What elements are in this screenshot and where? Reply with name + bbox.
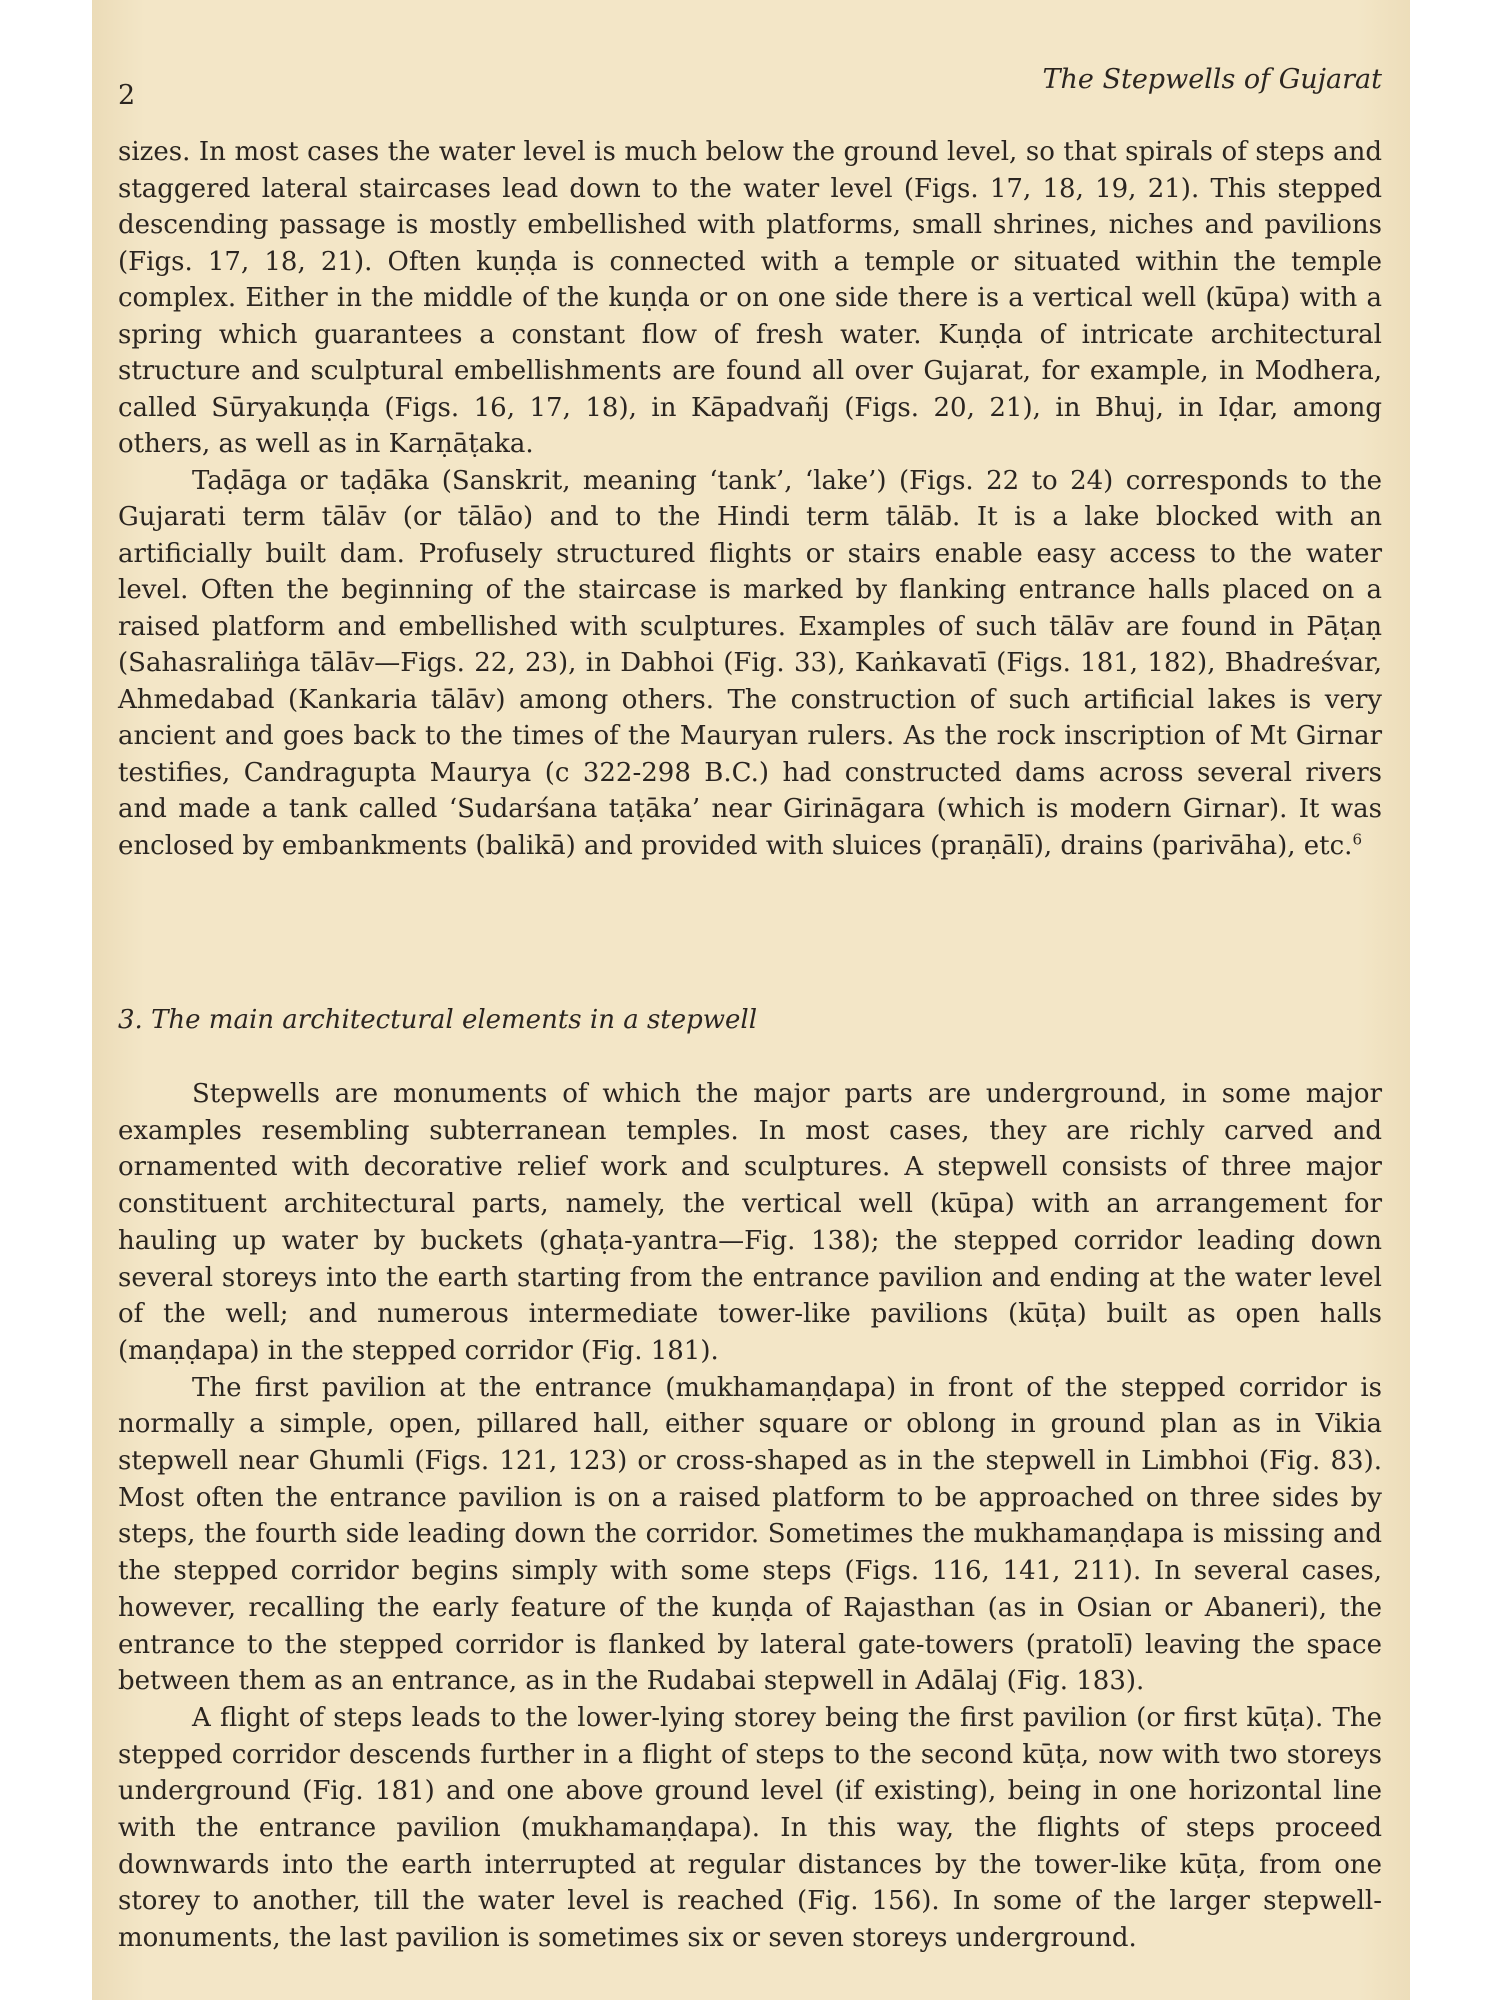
- section-text-block: [118, 1076, 1382, 1957]
- paragraph-kunda: sizes. In most cases the water level is much below the ground level, so that spirals of steps and staggered lateral staircases lead down to the water level (Figs. 17, 18, 19, 21). This stepped descending passage is mostly embellished with platforms, small shrines, niches and pavilions (Figs. 17, 18, 21). Often kuṇḍa is connected with a temple or situated within the temple complex. Either in the middle of the kuṇḍa or on one side there is a vertical well (kūpa) with a spring which guarantees a constant flow of fresh water. Kuṇḍa of intricate architectural structure and sculptural embellishments are found all over Gujarat, for example, in Modhera, called Sūryakuṇḍa (Figs. 16, 17, 18), in Kāpadvañj (Figs. 20, 21), in Bhuj, in Iḍar, among others, as well as in Karṇāṭaka.: [118, 137, 1382, 459]
- paragraph-tadaga: [118, 463, 1382, 865]
- page-number: 2: [118, 80, 136, 111]
- paragraph-tadaga-text: Taḍāga or taḍāka (Sanskrit, meaning ‘tank’, ‘lake’) (Figs. 22 to 24) corresponds to the Gujarati term tālāv (or tālāo) and to the Hindi term tālāb. It is a lake blocked with an artificially built dam. Profusely structured flights or stairs enable easy access to the water level. Often the beginning of the staircase is marked by flanking entrance halls placed on a raised platform and embellished with sculptures. Examples of such tālāv are found in Pāṭaṇ (Sahasraliṅga tālāv—Figs. 22, 23), in Dabhoi (Fig. 33), Kaṅkavatī (Figs. 181, 182), Bhadreśvar, Ahmedabad (Kankaria tālāv) among others. The construction of such artificial lakes is very ancient and goes back to the times of the Mauryan rulers. As the rock inscription of Mt Girnar testifies, Candragupta Maurya (c 322-298 B.C.) had constructed dams across several rivers and made a tank called ‘Sudarśana taṭāka’ near Girināgara (which is modern Girnar). It was enclosed by embankments (balikā) and provided with sluices (praṇālī), drains (parivāha), etc.: [118, 465, 1382, 861]
- paragraph-entrance-pavilion: The first pavilion at the entrance (mukhamaṇḍapa) in front of the stepped corridor is normally a simple, open, pillared hall, either square or oblong in ground plan as in Vikia stepwell near Ghumli (Figs. 121, 123) or cross-shaped as in the stepwell in Limbhoi (Fig. 83). Most often the entrance pavilion is on a raised platform to be approached on three sides by steps, the fourth side leading down the corridor. Sometimes the mukhamaṇḍapa is missing and the stepped corridor begins simply with some steps (Figs. 116, 141, 211). In several cases, however, recalling the early feature of the kuṇḍa of Rajasthan (as in Osian or Abaneri), the entrance to the stepped corridor is flanked by lateral gate-towers (pratolī) leaving the space between them as an entrance, as in the Rudabai stepwell in Adālaj (Fig. 183).: [118, 1372, 1382, 1697]
- running-title: The Stepwells of Gujarat: [1042, 64, 1382, 95]
- scanned-page: [92, 0, 1410, 2000]
- top-text-block: [118, 134, 1382, 864]
- section-heading: 3. The main architectural elements in a stepwell: [118, 1005, 758, 1035]
- page-content: [118, 0, 1382, 2000]
- paragraph-flight-of-steps: A flight of steps leads to the lower-lying storey being the first pavilion (or first kūṭa). The stepped corridor descends further in a flight of steps to the second kūṭa, now with two storeys underground (Fig. 181) and one above ground level (if existing), being in one horizontal line with the entrance pavilion (mukhamaṇḍapa). In this way, the flights of steps proceed downwards into the earth interrupted at regular distances by the tower-like kūṭa, from one storey to another, till the water level is reached (Fig. 156). In some of the larger stepwell-monuments, the last pavilion is sometimes six or seven storeys underground.: [118, 1702, 1382, 1954]
- paragraph-stepwell-parts: Stepwells are monuments of which the major parts are underground, in some major examples resembling subterranean temples. In most cases, they are richly carved and ornamented with decorative relief work and sculptures. A stepwell consists of three major constituent architectural parts, namely, the vertical well (kūpa) with an arrangement for hauling up water by buckets (ghaṭa-yantra—Fig. 138); the stepped corridor leading down several storeys into the earth starting from the entrance pavilion and ending at the water level of the well; and numerous intermediate tower-like pavilions (kūṭa) built as open halls (maṇḍapa) in the stepped corridor (Fig. 181).: [118, 1079, 1382, 1366]
- footnote-marker: 6: [1352, 829, 1362, 848]
